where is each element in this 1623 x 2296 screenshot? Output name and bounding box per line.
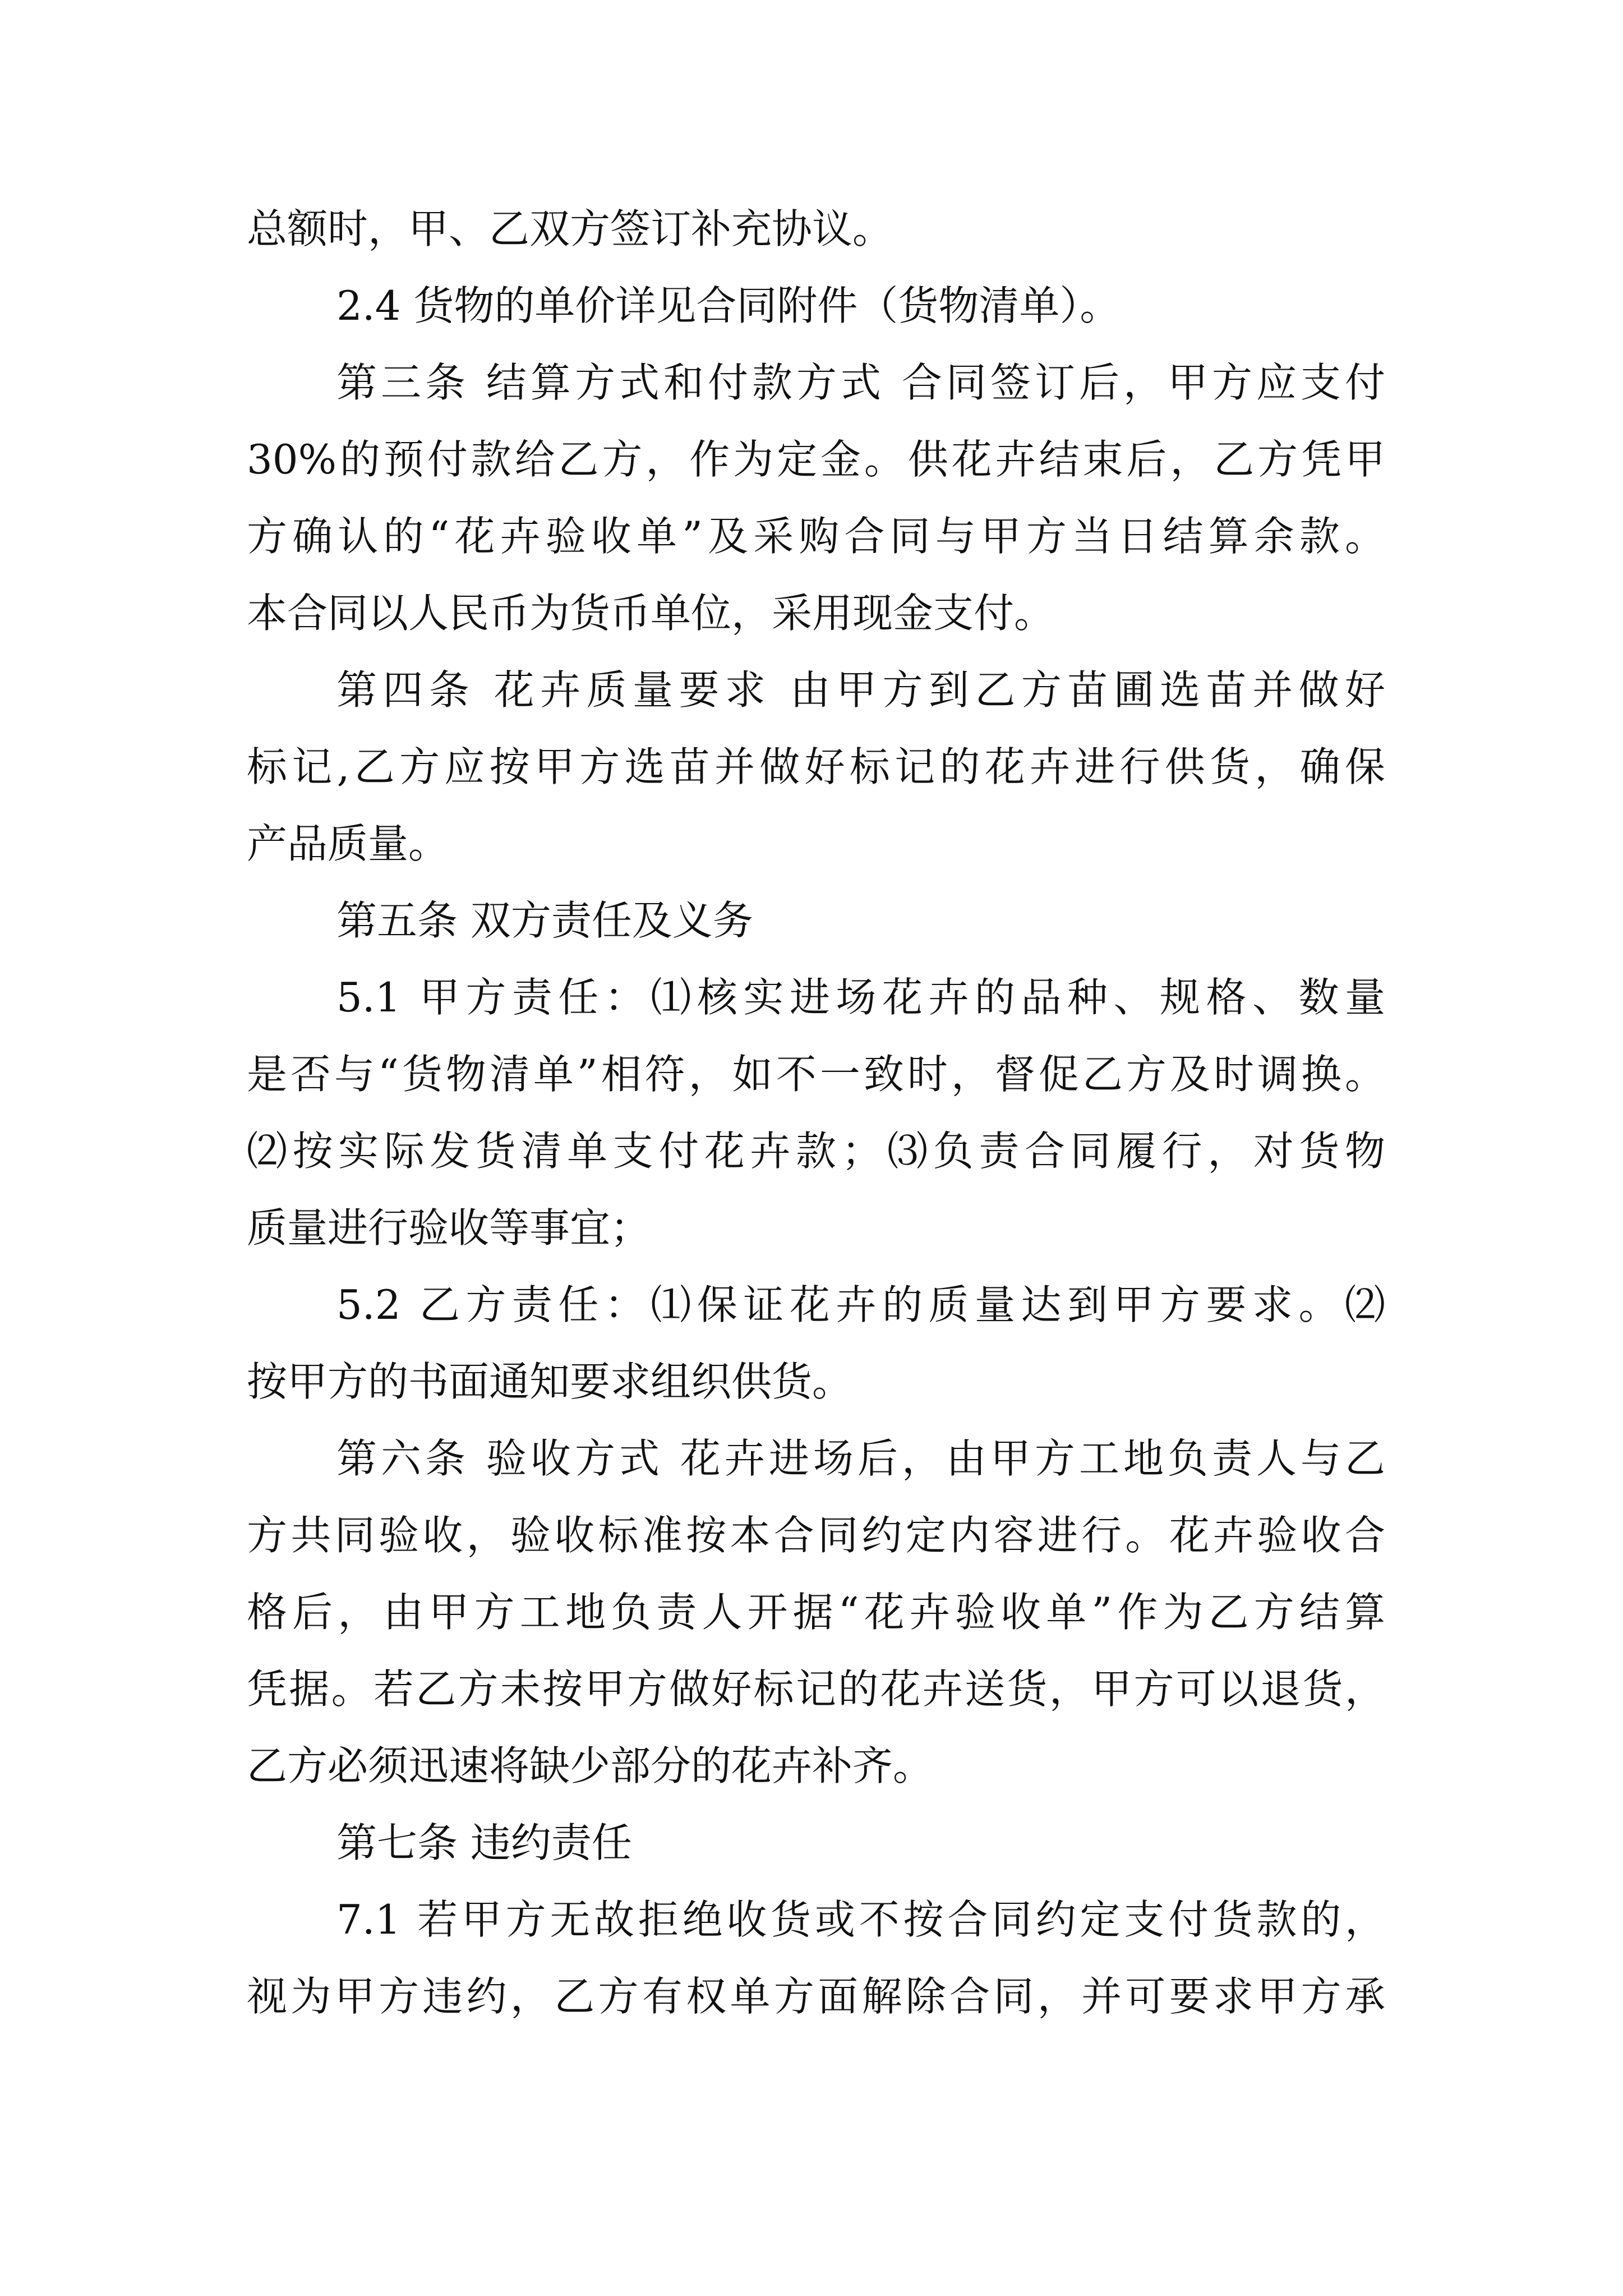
text-line: ⑵按实际发货清单支付花卉款；⑶负责合同履行，对货物 bbox=[247, 1128, 1385, 1175]
text-line: 5.1 甲方责任：⑴核实进场花卉的品种、规格、数量 bbox=[336, 974, 1385, 1021]
text-line: 按甲方的书面通知要求组织供货。 bbox=[247, 1358, 853, 1405]
text-line: 5.2 乙方责任：⑴保证花卉的质量达到甲方要求。⑵ bbox=[336, 1281, 1385, 1328]
text-line: 标记,乙方应按甲方选苗并做好标记的花卉进行供货，确保 bbox=[247, 743, 1385, 790]
text-line: 2.4 货物的单价详见合同附件（货物清单）。 bbox=[336, 282, 1121, 329]
text-line: 乙方必须迅速将缺少部分的花卉补齐。 bbox=[247, 1742, 934, 1789]
text-line: 方确认的“花卉验收单”及采购合同与甲方当日结算余款。 bbox=[247, 513, 1385, 560]
text-line: 总额时，甲、乙双方签订补充协议。 bbox=[247, 205, 893, 252]
clause-heading-5: 第五条 双方责任及义务 bbox=[336, 897, 753, 944]
clause-heading-3: 第三条 结算方式和付款方式 合同签订后，甲方应支付 bbox=[336, 359, 1385, 406]
text-line: 格后，由甲方工地负责人开据“花卉验收单”作为乙方结算 bbox=[247, 1589, 1385, 1636]
text-line: 30%的预付款给乙方，作为定金。供花卉结束后，乙方凭甲 bbox=[247, 436, 1385, 483]
clause-heading-4: 第四条 花卉质量要求 由甲方到乙方苗圃选苗并做好 bbox=[336, 666, 1385, 714]
text-line: 是否与“货物清单”相符，如不一致时，督促乙方及时调换。 bbox=[247, 1051, 1385, 1098]
text-line: 产品质量。 bbox=[247, 820, 449, 867]
clause-heading-6: 第六条 验收方式 花卉进场后，由甲方工地负责人与乙 bbox=[336, 1435, 1385, 1482]
text-line: 凭据。若乙方未按甲方做好标记的花卉送货，甲方可以退货， bbox=[247, 1665, 1385, 1713]
text-line: 本合同以人民币为货币单位，采用现金支付。 bbox=[247, 590, 1055, 637]
contract-page bbox=[247, 191, 1385, 2035]
text-line: 视为甲方违约，乙方有权单方面解除合同，并可要求甲方承 bbox=[247, 1973, 1385, 2020]
text-line: 质量进行验收等事宜； bbox=[247, 1204, 651, 1251]
text-line: 方共同验收，验收标准按本合同约定内容进行。花卉验收合 bbox=[247, 1512, 1385, 1559]
text-line: 7.1 若甲方无故拒绝收货或不按合同约定支付货款的， bbox=[336, 1896, 1385, 1943]
clause-heading-7: 第七条 违约责任 bbox=[336, 1819, 632, 1866]
